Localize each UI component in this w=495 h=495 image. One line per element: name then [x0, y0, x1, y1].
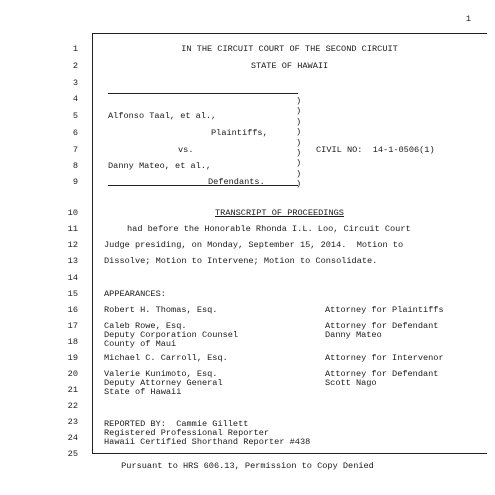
appearance-role: Attorney for Defendant: [325, 321, 439, 331]
line-number: 17: [67, 321, 78, 331]
defendant-role: Defendants.: [208, 177, 265, 187]
line-number: 14: [67, 273, 78, 283]
line-number: 4: [72, 94, 78, 104]
versus-label: vs.: [178, 145, 194, 155]
reporter-line: Registered Professional Reporter: [104, 428, 270, 438]
line-number: 22: [67, 401, 78, 411]
line-number: 20: [67, 369, 78, 379]
appearance-name: County of Maui: [104, 339, 177, 349]
defendant-name: Danny Mateo, et al.,: [108, 161, 212, 171]
line-number: 5: [72, 111, 78, 121]
line-number: 11: [67, 224, 78, 234]
line-number: 13: [67, 256, 78, 266]
plaintiff-role: Plaintiffs,: [211, 128, 268, 138]
line-number: 15: [67, 289, 78, 299]
caption-bracket: ) ) ) ) ) ) ) ) ): [296, 96, 302, 190]
line-number: 21: [67, 385, 78, 395]
reporter-line: Hawaii Certified Shorthand Reporter #438: [104, 437, 311, 447]
line-number: 3: [72, 78, 78, 88]
body-line: Dissolve; Motion to Intervene; Motion to Consolidate.: [104, 256, 378, 266]
appearance-name: Valerie Kunimoto, Esq.: [104, 369, 218, 379]
line-number: 19: [67, 353, 78, 363]
line-number: 24: [67, 433, 78, 443]
appearance-name: State of Hawaii: [104, 387, 182, 397]
appearances-heading: APPEARANCES:: [104, 289, 166, 299]
line-number: 10: [67, 208, 78, 218]
line-number: 16: [67, 305, 78, 315]
plaintiff-name: Alfonso Taal, et al.,: [108, 111, 217, 121]
body-line: Judge presiding, on Monday, September 15, 2014. Motion to: [104, 240, 404, 250]
body-line: had before the Honorable Rhonda I.L. Loo, Circuit Court: [127, 224, 411, 234]
appearance-name: Deputy Attorney General: [104, 378, 223, 388]
line-number: 25: [67, 449, 78, 459]
line-number: 9: [72, 177, 78, 187]
appearance-name: Deputy Corporation Counsel: [104, 330, 239, 340]
line-number: 18: [67, 337, 78, 347]
appearance-role: Danny Mateo: [325, 330, 382, 340]
copy-notice-footer: Pursuant to HRS 606.13, Permission to Copy Denied: [121, 461, 374, 471]
appearance-name: Caleb Rowe, Esq.: [104, 321, 187, 331]
line-number: 7: [72, 145, 78, 155]
appearance-role: Attorney for Intervenor: [325, 353, 444, 363]
appearance-name: Robert H. Thomas, Esq.: [104, 305, 218, 315]
page-number: 1: [465, 14, 471, 24]
line-number: 12: [67, 240, 78, 250]
appearance-role: Scott Nago: [325, 378, 377, 388]
line-number: 6: [72, 128, 78, 138]
appearance-role: Attorney for Plaintiffs: [325, 305, 444, 315]
caption-top-rule: [108, 93, 298, 94]
appearance-role: Attorney for Defendant: [325, 369, 439, 379]
caption-bottom-rule: [108, 185, 298, 186]
reporter-line: REPORTED BY: Cammie Gillett: [104, 419, 249, 429]
case-number: CIVIL NO: 14-1-0506(1): [316, 145, 435, 155]
state-heading: STATE OF HAWAII: [250, 61, 329, 71]
line-number: 1: [72, 44, 78, 54]
line-number: 8: [72, 161, 78, 171]
court-heading: IN THE CIRCUIT COURT OF THE SECOND CIRCUIT: [181, 44, 398, 54]
appearance-name: Michael C. Carroll, Esq.: [104, 353, 228, 363]
line-number: 23: [67, 417, 78, 427]
line-number: 2: [72, 61, 78, 71]
transcript-title: TRANSCRIPT OF PROCEEDINGS: [215, 208, 344, 218]
